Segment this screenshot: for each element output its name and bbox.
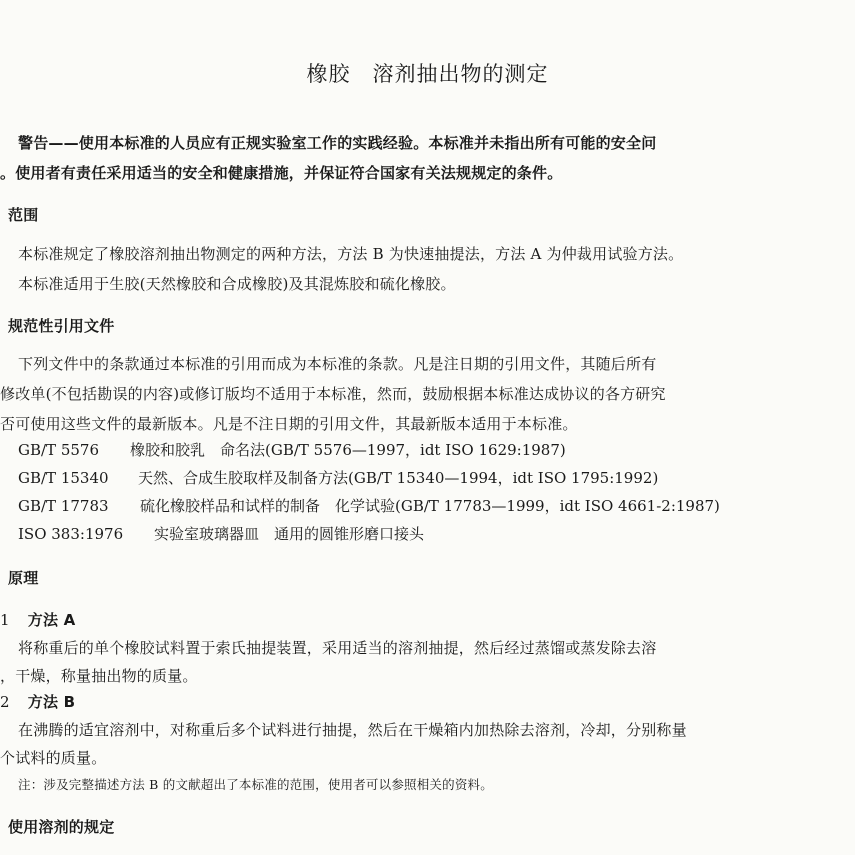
scope-paragraph-2: 本标准适用于生胶(天然橡胶和合成橡胶)及其混炼胶和硫化橡胶。: [18, 275, 456, 293]
reference-item: [18, 440, 566, 460]
method-b-note: 注：涉及完整描述方法 B 的文献超出了本标准的范围，使用者可以参照相关的资料。: [18, 777, 493, 792]
page-title: 橡胶 溶剂抽出物的测定: [306, 62, 549, 86]
method-a-heading: [0, 610, 75, 630]
principle-heading: 原理: [8, 569, 39, 587]
solvent-heading: 使用溶剂的规定: [8, 818, 115, 836]
reference-code: ISO 383:1976: [18, 525, 124, 543]
reference-code: GB/T 5576: [18, 441, 100, 459]
method-a-line-2: ，干燥，称量抽出物的质量。: [0, 667, 198, 685]
warning-line-2: 。使用者有责任采用适当的安全和健康措施，并保证符合国家有关法规规定的条件。: [0, 164, 563, 182]
reference-code: GB/T 17783: [18, 497, 109, 515]
reference-item: [18, 524, 424, 544]
method-a-line-1: 将称重后的单个橡胶试料置于索氏抽提装置，采用适当的溶剂抽提，然后经过蒸馏或蒸发除去溶: [18, 639, 657, 657]
method-b-heading: [0, 692, 75, 712]
normative-line-2: 修改单(不包括勘误的内容)或修订版均不适用于本标准，然而，鼓励根据本标准达成协议的各方研究: [0, 385, 666, 403]
reference-text: 实验室玻璃器皿 通用的圆锥形磨口接头: [154, 525, 425, 543]
reference-text: 橡胶和胶乳 命名法(GB/T 5576—1997，idt ISO 1629:1987): [130, 441, 566, 459]
reference-item: [18, 496, 720, 516]
method-b-label: 方法 B: [27, 693, 76, 711]
warning-line-1: 警告——使用本标准的人员应有正规实验室工作的实践经验。本标准并未指出所有可能的安全问: [18, 134, 657, 152]
normative-line-3: 否可使用这些文件的最新版本。凡是不注日期的引用文件，其最新版本适用于本标准。: [0, 415, 578, 433]
reference-item: [18, 468, 658, 488]
scope-paragraph-1: 本标准规定了橡胶溶剂抽出物测定的两种方法，方法 B 为快速抽提法，方法 A 为仲裁用试验方法。: [18, 245, 684, 263]
method-b-line-1: 在沸腾的适宜溶剂中，对称重后多个试料进行抽提，然后在干燥箱内加热除去溶剂，冷却，分别称量: [18, 721, 687, 739]
scope-heading: 范围: [8, 206, 39, 224]
normative-heading: 规范性引用文件: [8, 317, 115, 335]
reference-code: GB/T 15340: [18, 469, 109, 487]
reference-text: 天然、合成生胶取样及制备方法(GB/T 15340—1994，idt ISO 1795:1992): [138, 469, 659, 487]
method-b-line-2: 个试料的质量。: [0, 749, 107, 767]
method-a-label: 方法 A: [27, 611, 76, 629]
normative-line-1: 下列文件中的条款通过本标准的引用而成为本标准的条款。凡是注日期的引用文件，其随后所有: [18, 355, 657, 373]
reference-text: 硫化橡胶样品和试样的制备 化学试验(GB/T 17783—1999，idt ISO 4661-2:1987): [140, 497, 720, 515]
method-a-number: 1: [0, 611, 10, 629]
method-b-number: 2: [0, 693, 10, 711]
